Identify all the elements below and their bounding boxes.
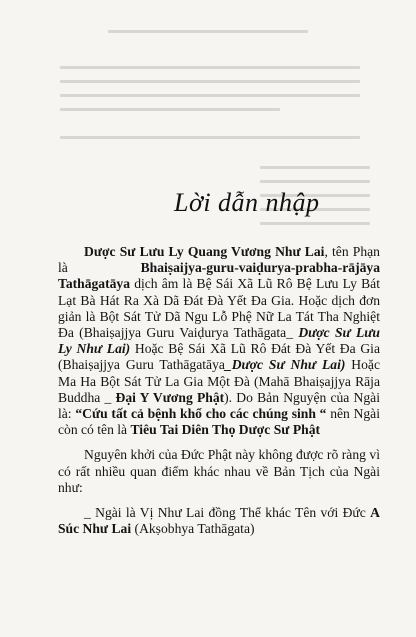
text-run: _ Ngài là Vị Như Lai đồng Thể khác Tên với Đức: [84, 505, 371, 521]
emphasis-name: Đại Y Vương Phật: [115, 389, 225, 405]
text-run: , tên Phạn là: [58, 244, 380, 276]
emphasis-name: _Dược Sư Như Lai): [224, 357, 346, 373]
paragraph-2: Nguyên khởi của Đức Phật này không được rõ ràng vì có rất nhiều quan điểm khác nhau về Bản Tịch của Ngài như:: [58, 447, 380, 495]
emphasis-name: A Súc Như Lai: [58, 505, 380, 537]
text-run: Hoặc Ma Ha Bột Sát Tử La Gia Một Đà (Mahā Bhaiṣajjya Rāja Buddha _: [58, 357, 380, 405]
text-run: (Akṣobhya Tathāgata): [131, 521, 255, 537]
emphasis-name: Dược Sư Lưu Ly Như Lai): [58, 325, 380, 357]
vow-quote: “Cứu tất cả bệnh khổ cho các chúng sinh “: [75, 406, 327, 422]
text-run: ). Do Bản Nguyện của Ngài là:: [58, 389, 380, 422]
emphasis-name: Tiêu Tai Diên Thọ Dược Sư Phật: [130, 422, 321, 438]
text-run: dịch âm là Bệ Sái Xã Lũ Rô Bệ Lưu Ly Bát Lạt Bà Hát Ra Xà Dã Đát Đà Yết Đa Gia. Hoặc dịch đơn giản là Bột Sát Tử Dã Ngu Lỗ Phệ Nữ La Tát Tha Nghiệt Đa (Bhaiṣajjya Guru Vaiḍurya Tathāgata_: [58, 276, 380, 341]
text-run: nên Ngài còn có tên là: [58, 406, 380, 438]
body-text: [58, 244, 380, 546]
paragraph-3: [58, 505, 380, 537]
text-run: Hoặc Bệ Sái Xã Lũ Rô Đát Đà Yết Đa Gia (Bhaiṣajjya Guru Tathāgatāya: [58, 341, 380, 373]
paragraph-1: [58, 244, 380, 438]
buddha-name: Dược Sư Lưu Ly Quang Vương Như Lai: [84, 244, 325, 259]
section-heading: Lời dẫn nhập: [174, 188, 320, 217]
sanskrit-name: Bhaiṣaijya-guru-vaiḍurya-prabha-rājāya Tathāgatāya: [58, 260, 380, 292]
